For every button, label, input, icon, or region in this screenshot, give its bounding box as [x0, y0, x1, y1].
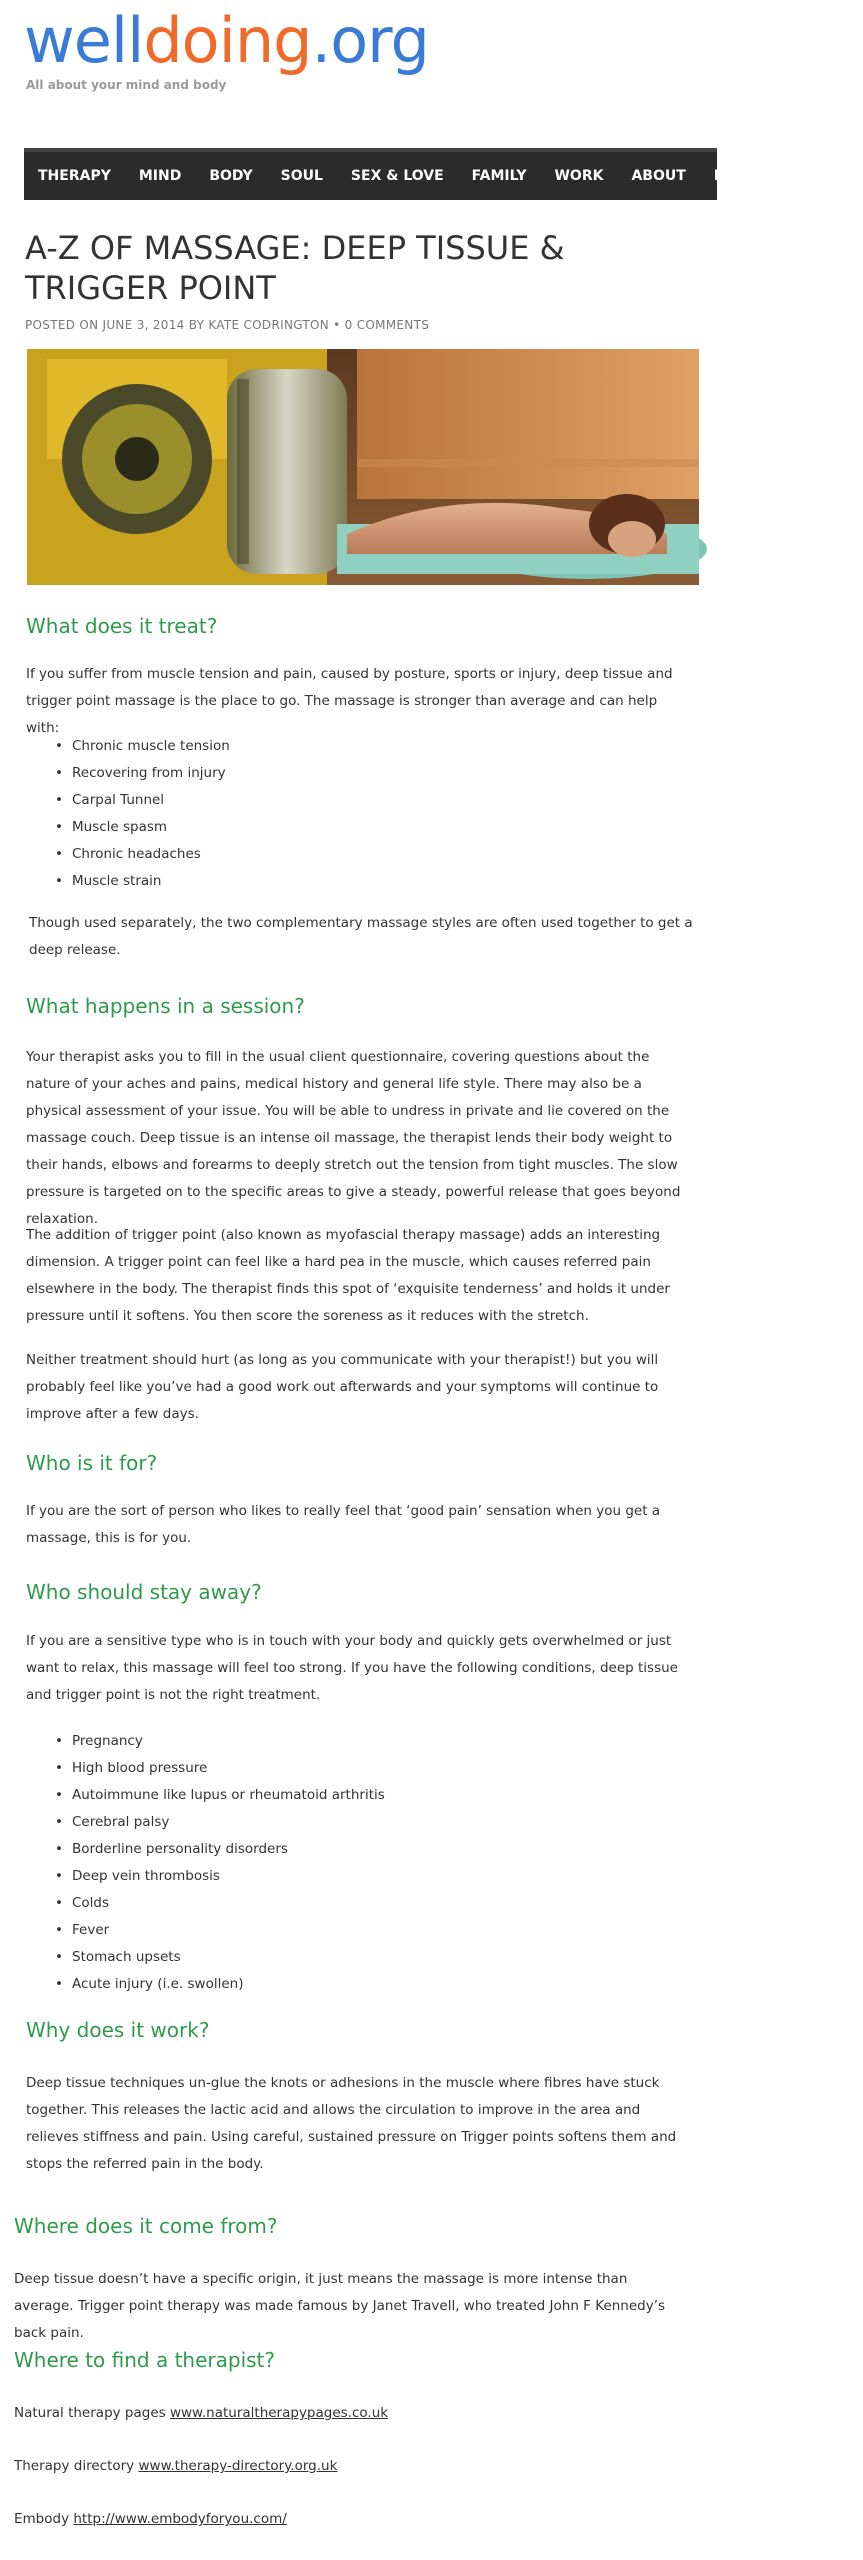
site-logo[interactable] — [24, 4, 429, 77]
list-item: • Stomach upsets — [55, 1944, 675, 1971]
link-row-therapy-directory — [14, 2453, 690, 2480]
list-item: • Muscle spasm — [55, 814, 675, 841]
treat-list — [55, 733, 675, 895]
massage-roller-illustration — [27, 349, 699, 585]
nav-item-work[interactable]: WORK — [554, 168, 604, 184]
nav-item-family[interactable]: FAMILY — [471, 168, 527, 184]
list-item: • Colds — [55, 1890, 675, 1917]
away-list — [55, 1728, 675, 1998]
link-label: Embody — [14, 2511, 70, 2527]
heading-who-should-stay-away: Who should stay away? — [26, 1580, 262, 1604]
nav-item-body[interactable]: BODY — [209, 168, 253, 184]
list-item: • Muscle strain — [55, 868, 675, 895]
origin-paragraph: Deep tissue doesn’t have a specific origin, it just means the massage is more intense than average. Trigger point therapy was made famous by Janet Travell, who treated John F Kennedy’s back pain. — [14, 2271, 666, 2341]
therapy-directory-link[interactable]: www.therapy-directory.org.uk — [138, 2458, 338, 2474]
link-label: Natural therapy pages — [14, 2405, 166, 2421]
nav-item-for-therapists[interactable]: FOR THERAPISTS — [713, 168, 849, 184]
heading-what-happens: What happens in a session? — [26, 994, 305, 1018]
list-item: • Chronic muscle tension — [55, 733, 675, 760]
list-item: • Recovering from injury — [55, 760, 675, 787]
session-paragraph-2: The addition of trigger point (also known as myofascial therapy massage) adds an interesting dimension. A trigger point can feel like a hard pea in the muscle, which causes referred pain elsewhere in the body. The therapist finds this spot of ‘exquisite tenderness’ and holds it under pressure until it softens. You then score the soreness as it reduces with the stretch. — [26, 1227, 670, 1324]
nav-item-mind[interactable]: MIND — [138, 168, 182, 184]
list-item: • Autoimmune like lupus or rheumatoid arthritis — [55, 1782, 675, 1809]
list-item: • Cerebral palsy — [55, 1809, 675, 1836]
article-meta: POSTED ON JUNE 3, 2014 BY KATE CODRINGTON • 0 COMMENTS — [25, 318, 430, 332]
main-nav — [24, 148, 849, 200]
nav-item-about[interactable]: ABOUT — [631, 168, 686, 184]
list-item: • Deep vein thrombosis — [55, 1863, 675, 1890]
site-tagline: All about your mind and body — [26, 78, 227, 92]
link-row-natural-therapy — [14, 2400, 690, 2427]
why-paragraph: Deep tissue techniques un-glue the knots or adhesions in the muscle where fibres have stuck together. This releases the lactic acid and allows the circulation to improve in the area and relieves stiffness and pain. Using careful, sustained pressure on Trigger points softens them and stops the referred pain in the body. — [26, 2075, 677, 2172]
heading-where-to-find: Where to find a therapist? — [14, 2348, 276, 2372]
away-paragraph: If you are a sensitive type who is in touch with your body and quickly gets overwhelmed or just want to relax, this massage will feel too strong. If you have the following conditions, deep tissue and trigger point is not the right treatment. — [26, 1633, 678, 1703]
nav-item-therapy[interactable]: THERAPY — [38, 168, 111, 184]
heading-where-does-it-come-from: Where does it come from? — [14, 2214, 278, 2238]
list-item: • High blood pressure — [55, 1755, 675, 1782]
session-paragraph-3: Neither treatment should hurt (as long as you communicate with your therapist!) but you will probably feel like you’ve had a good work out afterwards and your symptoms will continue to improve after a few days. — [26, 1352, 659, 1422]
heading-who-is-it-for: Who is it for? — [26, 1451, 158, 1475]
nav-item-soul[interactable]: SOUL — [280, 168, 323, 184]
session-paragraph-1: Your therapist asks you to fill in the usual client questionnaire, covering questions about the nature of your aches and pains, medical history and general life style. There may also be a physical assessment of your issue. You will be able to undress in private and lie covered on the massage couch. Deep tissue is an intense oil massage, the therapist lends their body weight to their hands, elbows and forearms to deeply stretch out the tension from tight muscles. The slow pressure is targeted on to the specific areas to give a steady, powerful release that goes beyond relaxation. — [26, 1049, 681, 1227]
link-label: Therapy directory — [14, 2458, 135, 2474]
logo-part-doing: doing — [143, 4, 312, 77]
list-item: • Borderline personality disorders — [55, 1836, 675, 1863]
list-item: • Carpal Tunnel — [55, 787, 675, 814]
treat-intro: If you suffer from muscle tension and pain, caused by posture, sports or injury, deep tissue and trigger point massage is the place to go. The massage is stronger than average and can help with: — [26, 666, 673, 736]
list-item: • Chronic headaches — [55, 841, 675, 868]
nav-item-sex-love[interactable]: SEX & LOVE — [350, 168, 444, 184]
link-row-embody — [14, 2506, 690, 2533]
logo-part-well: well — [24, 4, 144, 77]
article-title: A-Z OF MASSAGE: DEEP TISSUE & TRIGGER POINT — [25, 229, 565, 307]
embody-link[interactable]: http://www.embodyforyou.com/ — [73, 2511, 287, 2527]
heading-what-does-it-treat: What does it treat? — [26, 614, 218, 638]
list-item: • Acute injury (i.e. swollen) — [55, 1971, 675, 1998]
list-item: • Pregnancy — [55, 1728, 675, 1755]
treat-outro: Though used separately, the two complementary massage styles are often used together to get a deep release. — [29, 915, 693, 958]
hero-image — [27, 349, 699, 585]
heading-why-does-it-work: Why does it work? — [26, 2018, 210, 2042]
who-paragraph: If you are the sort of person who likes to really feel that ‘good pain’ sensation when you get a massage, this is for you. — [26, 1503, 661, 1546]
list-item: • Fever — [55, 1917, 675, 1944]
logo-part-org: .org — [311, 4, 429, 77]
natural-therapy-pages-link[interactable]: www.naturaltherapypages.co.uk — [169, 2405, 389, 2421]
